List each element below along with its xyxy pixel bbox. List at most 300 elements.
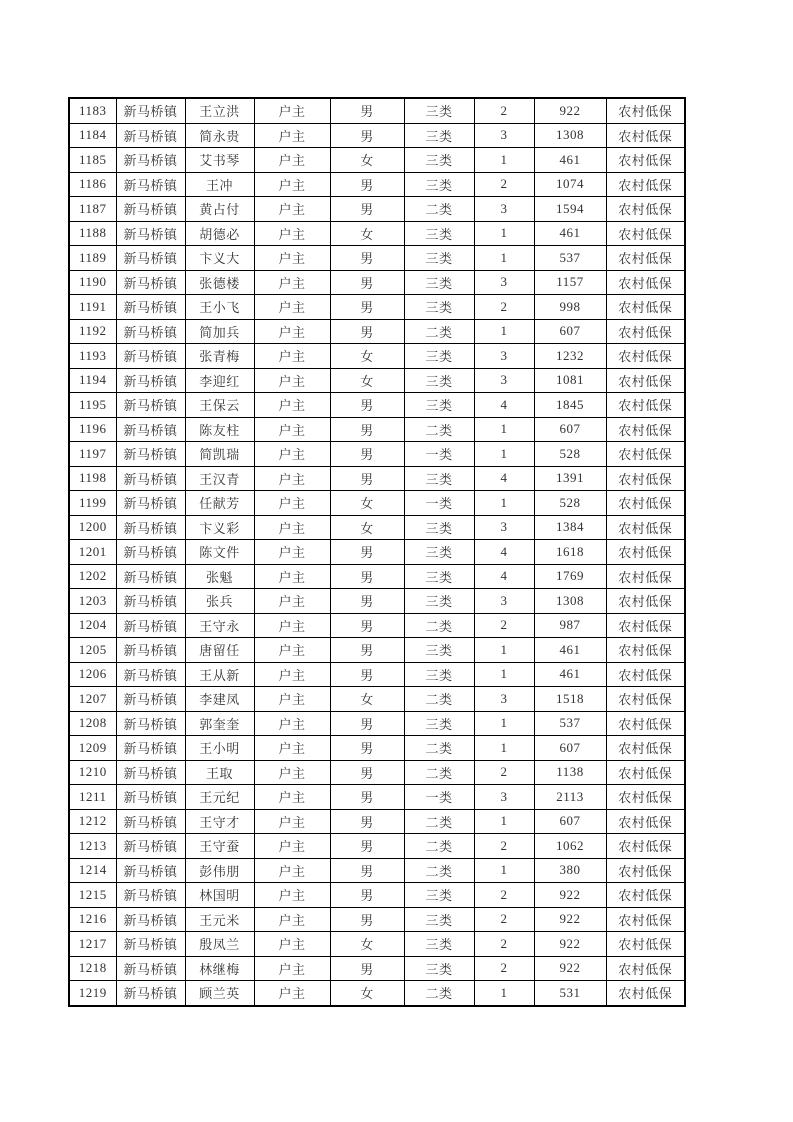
cell-serial-number: 1208 — [69, 711, 116, 736]
cell-person-count: 1 — [474, 858, 534, 883]
cell-serial-number: 1183 — [69, 98, 116, 123]
cell-town: 新马桥镇 — [116, 932, 185, 957]
cell-amount: 1518 — [534, 687, 606, 712]
cell-gender: 男 — [330, 466, 404, 491]
cell-person-count: 2 — [474, 883, 534, 908]
cell-name: 陈友柱 — [185, 417, 254, 442]
cell-name: 张兵 — [185, 589, 254, 614]
cell-person-count: 4 — [474, 540, 534, 565]
table-row — [69, 295, 685, 320]
cell-relation: 户主 — [254, 442, 330, 467]
cell-serial-number: 1194 — [69, 368, 116, 393]
cell-benefit-type: 农村低保 — [606, 368, 685, 393]
cell-town: 新马桥镇 — [116, 956, 185, 981]
cell-category: 三类 — [404, 540, 474, 565]
cell-amount: 922 — [534, 956, 606, 981]
cell-gender: 男 — [330, 540, 404, 565]
cell-category: 三类 — [404, 638, 474, 663]
cell-person-count: 1 — [474, 148, 534, 173]
table-row — [69, 148, 685, 173]
cell-name: 张青梅 — [185, 344, 254, 369]
cell-name: 彭伟朋 — [185, 858, 254, 883]
cell-serial-number: 1211 — [69, 785, 116, 810]
cell-relation: 户主 — [254, 981, 330, 1006]
cell-benefit-type: 农村低保 — [606, 613, 685, 638]
cell-category: 二类 — [404, 417, 474, 442]
table-row — [69, 540, 685, 565]
cell-town: 新马桥镇 — [116, 246, 185, 271]
table-row — [69, 711, 685, 736]
cell-town: 新马桥镇 — [116, 687, 185, 712]
cell-category: 三类 — [404, 98, 474, 123]
cell-gender: 男 — [330, 172, 404, 197]
cell-benefit-type: 农村低保 — [606, 295, 685, 320]
cell-benefit-type: 农村低保 — [606, 711, 685, 736]
cell-category: 二类 — [404, 687, 474, 712]
cell-category: 三类 — [404, 270, 474, 295]
cell-name: 黄占付 — [185, 197, 254, 222]
cell-gender: 女 — [330, 344, 404, 369]
cell-amount: 1308 — [534, 589, 606, 614]
cell-benefit-type: 农村低保 — [606, 564, 685, 589]
cell-person-count: 1 — [474, 491, 534, 516]
cell-category: 三类 — [404, 344, 474, 369]
cell-amount: 1062 — [534, 834, 606, 859]
cell-category: 二类 — [404, 858, 474, 883]
cell-name: 简加兵 — [185, 319, 254, 344]
cell-relation: 户主 — [254, 956, 330, 981]
cell-relation: 户主 — [254, 246, 330, 271]
cell-relation: 户主 — [254, 172, 330, 197]
cell-benefit-type: 农村低保 — [606, 246, 685, 271]
cell-town: 新马桥镇 — [116, 368, 185, 393]
cell-relation: 户主 — [254, 834, 330, 859]
cell-name: 王小飞 — [185, 295, 254, 320]
cell-gender: 女 — [330, 515, 404, 540]
cell-serial-number: 1185 — [69, 148, 116, 173]
cell-relation: 户主 — [254, 270, 330, 295]
cell-gender: 男 — [330, 442, 404, 467]
cell-name: 卞义彩 — [185, 515, 254, 540]
cell-benefit-type: 农村低保 — [606, 785, 685, 810]
table-row — [69, 393, 685, 418]
benefits-roster-table — [68, 97, 686, 1007]
cell-relation: 户主 — [254, 589, 330, 614]
cell-category: 二类 — [404, 760, 474, 785]
cell-person-count: 2 — [474, 907, 534, 932]
cell-relation: 户主 — [254, 883, 330, 908]
cell-name: 林国明 — [185, 883, 254, 908]
cell-category: 二类 — [404, 197, 474, 222]
cell-town: 新马桥镇 — [116, 981, 185, 1006]
cell-category: 二类 — [404, 319, 474, 344]
cell-amount: 1391 — [534, 466, 606, 491]
cell-town: 新马桥镇 — [116, 491, 185, 516]
cell-benefit-type: 农村低保 — [606, 466, 685, 491]
cell-serial-number: 1210 — [69, 760, 116, 785]
cell-relation: 户主 — [254, 564, 330, 589]
table-row — [69, 883, 685, 908]
cell-serial-number: 1184 — [69, 123, 116, 148]
cell-gender: 男 — [330, 711, 404, 736]
cell-name: 王元纪 — [185, 785, 254, 810]
table-row — [69, 515, 685, 540]
cell-gender: 男 — [330, 246, 404, 271]
benefits-roster-table-body — [69, 98, 685, 1006]
cell-gender: 女 — [330, 491, 404, 516]
cell-name: 王立洪 — [185, 98, 254, 123]
cell-benefit-type: 农村低保 — [606, 270, 685, 295]
table-row — [69, 319, 685, 344]
cell-serial-number: 1219 — [69, 981, 116, 1006]
cell-town: 新马桥镇 — [116, 98, 185, 123]
cell-benefit-type: 农村低保 — [606, 197, 685, 222]
cell-amount: 531 — [534, 981, 606, 1006]
cell-gender: 男 — [330, 270, 404, 295]
cell-serial-number: 1206 — [69, 662, 116, 687]
cell-name: 殷凤兰 — [185, 932, 254, 957]
table-row — [69, 344, 685, 369]
cell-relation: 户主 — [254, 344, 330, 369]
cell-benefit-type: 农村低保 — [606, 417, 685, 442]
cell-person-count: 1 — [474, 442, 534, 467]
cell-town: 新马桥镇 — [116, 662, 185, 687]
cell-gender: 男 — [330, 638, 404, 663]
cell-serial-number: 1202 — [69, 564, 116, 589]
cell-relation: 户主 — [254, 295, 330, 320]
cell-name: 陈文件 — [185, 540, 254, 565]
cell-gender: 男 — [330, 736, 404, 761]
cell-person-count: 3 — [474, 123, 534, 148]
cell-category: 二类 — [404, 834, 474, 859]
cell-benefit-type: 农村低保 — [606, 638, 685, 663]
cell-gender: 男 — [330, 883, 404, 908]
cell-gender: 男 — [330, 907, 404, 932]
table-row — [69, 932, 685, 957]
cell-town: 新马桥镇 — [116, 760, 185, 785]
cell-amount: 922 — [534, 932, 606, 957]
cell-benefit-type: 农村低保 — [606, 123, 685, 148]
cell-serial-number: 1205 — [69, 638, 116, 663]
cell-gender: 女 — [330, 148, 404, 173]
cell-category: 三类 — [404, 221, 474, 246]
cell-name: 王守永 — [185, 613, 254, 638]
cell-category: 三类 — [404, 246, 474, 271]
cell-category: 三类 — [404, 368, 474, 393]
cell-person-count: 3 — [474, 785, 534, 810]
cell-name: 简永贵 — [185, 123, 254, 148]
cell-relation: 户主 — [254, 736, 330, 761]
cell-town: 新马桥镇 — [116, 295, 185, 320]
table-row — [69, 858, 685, 883]
cell-relation: 户主 — [254, 711, 330, 736]
cell-relation: 户主 — [254, 662, 330, 687]
cell-amount: 1138 — [534, 760, 606, 785]
cell-name: 郭奎奎 — [185, 711, 254, 736]
cell-person-count: 4 — [474, 466, 534, 491]
cell-person-count: 4 — [474, 393, 534, 418]
cell-relation: 户主 — [254, 123, 330, 148]
cell-category: 三类 — [404, 662, 474, 687]
cell-gender: 男 — [330, 589, 404, 614]
cell-amount: 607 — [534, 319, 606, 344]
table-row — [69, 613, 685, 638]
table-row — [69, 589, 685, 614]
cell-amount: 528 — [534, 442, 606, 467]
cell-relation: 户主 — [254, 932, 330, 957]
cell-serial-number: 1186 — [69, 172, 116, 197]
cell-town: 新马桥镇 — [116, 344, 185, 369]
cell-benefit-type: 农村低保 — [606, 491, 685, 516]
cell-name: 王冲 — [185, 172, 254, 197]
cell-name: 卞义大 — [185, 246, 254, 271]
cell-benefit-type: 农村低保 — [606, 393, 685, 418]
cell-person-count: 2 — [474, 172, 534, 197]
cell-serial-number: 1189 — [69, 246, 116, 271]
cell-serial-number: 1200 — [69, 515, 116, 540]
table-row — [69, 466, 685, 491]
cell-person-count: 1 — [474, 638, 534, 663]
cell-amount: 1232 — [534, 344, 606, 369]
table-row — [69, 246, 685, 271]
cell-gender: 男 — [330, 123, 404, 148]
cell-amount: 1074 — [534, 172, 606, 197]
cell-category: 二类 — [404, 809, 474, 834]
cell-relation: 户主 — [254, 907, 330, 932]
cell-category: 三类 — [404, 466, 474, 491]
table-row — [69, 172, 685, 197]
cell-relation: 户主 — [254, 858, 330, 883]
cell-benefit-type: 农村低保 — [606, 907, 685, 932]
table-row — [69, 197, 685, 222]
cell-name: 胡德必 — [185, 221, 254, 246]
table-row — [69, 834, 685, 859]
cell-town: 新马桥镇 — [116, 809, 185, 834]
cell-person-count: 2 — [474, 98, 534, 123]
cell-benefit-type: 农村低保 — [606, 148, 685, 173]
cell-amount: 461 — [534, 148, 606, 173]
cell-relation: 户主 — [254, 491, 330, 516]
cell-benefit-type: 农村低保 — [606, 760, 685, 785]
cell-serial-number: 1199 — [69, 491, 116, 516]
cell-amount: 537 — [534, 246, 606, 271]
cell-amount: 607 — [534, 809, 606, 834]
cell-serial-number: 1187 — [69, 197, 116, 222]
cell-relation: 户主 — [254, 148, 330, 173]
cell-name: 唐留任 — [185, 638, 254, 663]
cell-benefit-type: 农村低保 — [606, 883, 685, 908]
table-row — [69, 98, 685, 123]
cell-amount: 607 — [534, 736, 606, 761]
cell-benefit-type: 农村低保 — [606, 687, 685, 712]
cell-amount: 1594 — [534, 197, 606, 222]
cell-amount: 1618 — [534, 540, 606, 565]
cell-amount: 922 — [534, 98, 606, 123]
table-row — [69, 368, 685, 393]
cell-name: 简凯瑞 — [185, 442, 254, 467]
cell-gender: 男 — [330, 417, 404, 442]
cell-person-count: 1 — [474, 711, 534, 736]
cell-town: 新马桥镇 — [116, 393, 185, 418]
cell-serial-number: 1218 — [69, 956, 116, 981]
cell-person-count: 2 — [474, 932, 534, 957]
cell-gender: 女 — [330, 932, 404, 957]
cell-person-count: 3 — [474, 197, 534, 222]
cell-category: 三类 — [404, 956, 474, 981]
cell-person-count: 1 — [474, 221, 534, 246]
cell-category: 三类 — [404, 564, 474, 589]
cell-serial-number: 1217 — [69, 932, 116, 957]
cell-serial-number: 1198 — [69, 466, 116, 491]
cell-relation: 户主 — [254, 197, 330, 222]
cell-name: 张魁 — [185, 564, 254, 589]
cell-gender: 男 — [330, 295, 404, 320]
cell-town: 新马桥镇 — [116, 123, 185, 148]
cell-category: 一类 — [404, 442, 474, 467]
cell-serial-number: 1195 — [69, 393, 116, 418]
cell-relation: 户主 — [254, 221, 330, 246]
cell-serial-number: 1197 — [69, 442, 116, 467]
cell-gender: 男 — [330, 760, 404, 785]
table-row — [69, 907, 685, 932]
table-row — [69, 491, 685, 516]
cell-gender: 男 — [330, 834, 404, 859]
cell-person-count: 2 — [474, 834, 534, 859]
cell-gender: 男 — [330, 319, 404, 344]
table-row — [69, 760, 685, 785]
cell-person-count: 2 — [474, 956, 534, 981]
cell-town: 新马桥镇 — [116, 466, 185, 491]
cell-name: 李迎红 — [185, 368, 254, 393]
cell-amount: 380 — [534, 858, 606, 883]
cell-serial-number: 1216 — [69, 907, 116, 932]
cell-amount: 1308 — [534, 123, 606, 148]
cell-amount: 461 — [534, 221, 606, 246]
cell-serial-number: 1203 — [69, 589, 116, 614]
cell-gender: 男 — [330, 197, 404, 222]
cell-name: 王小明 — [185, 736, 254, 761]
cell-gender: 男 — [330, 956, 404, 981]
cell-town: 新马桥镇 — [116, 319, 185, 344]
table-row — [69, 981, 685, 1006]
cell-benefit-type: 农村低保 — [606, 221, 685, 246]
table-row — [69, 687, 685, 712]
cell-benefit-type: 农村低保 — [606, 956, 685, 981]
cell-serial-number: 1213 — [69, 834, 116, 859]
cell-category: 三类 — [404, 932, 474, 957]
cell-gender: 女 — [330, 981, 404, 1006]
cell-town: 新马桥镇 — [116, 221, 185, 246]
cell-name: 王保云 — [185, 393, 254, 418]
cell-amount: 1845 — [534, 393, 606, 418]
table-row — [69, 662, 685, 687]
table-row — [69, 417, 685, 442]
cell-benefit-type: 农村低保 — [606, 736, 685, 761]
cell-serial-number: 1204 — [69, 613, 116, 638]
cell-person-count: 1 — [474, 246, 534, 271]
cell-benefit-type: 农村低保 — [606, 442, 685, 467]
table-row — [69, 809, 685, 834]
cell-relation: 户主 — [254, 687, 330, 712]
cell-serial-number: 1207 — [69, 687, 116, 712]
cell-category: 三类 — [404, 883, 474, 908]
cell-town: 新马桥镇 — [116, 417, 185, 442]
cell-benefit-type: 农村低保 — [606, 172, 685, 197]
cell-person-count: 3 — [474, 270, 534, 295]
cell-person-count: 1 — [474, 319, 534, 344]
cell-relation: 户主 — [254, 466, 330, 491]
cell-amount: 2113 — [534, 785, 606, 810]
cell-relation: 户主 — [254, 368, 330, 393]
cell-gender: 男 — [330, 564, 404, 589]
cell-town: 新马桥镇 — [116, 785, 185, 810]
cell-amount: 1157 — [534, 270, 606, 295]
cell-category: 三类 — [404, 589, 474, 614]
cell-serial-number: 1191 — [69, 295, 116, 320]
cell-town: 新马桥镇 — [116, 148, 185, 173]
cell-category: 二类 — [404, 613, 474, 638]
cell-amount: 528 — [534, 491, 606, 516]
cell-town: 新马桥镇 — [116, 515, 185, 540]
cell-benefit-type: 农村低保 — [606, 589, 685, 614]
cell-amount: 537 — [534, 711, 606, 736]
table-row — [69, 270, 685, 295]
cell-name: 顾兰英 — [185, 981, 254, 1006]
cell-amount: 461 — [534, 662, 606, 687]
cell-name: 林继梅 — [185, 956, 254, 981]
cell-relation: 户主 — [254, 638, 330, 663]
cell-category: 三类 — [404, 711, 474, 736]
cell-person-count: 3 — [474, 687, 534, 712]
cell-benefit-type: 农村低保 — [606, 344, 685, 369]
table-row — [69, 221, 685, 246]
cell-person-count: 3 — [474, 368, 534, 393]
cell-name: 任献芳 — [185, 491, 254, 516]
cell-category: 三类 — [404, 123, 474, 148]
cell-category: 二类 — [404, 981, 474, 1006]
cell-amount: 1081 — [534, 368, 606, 393]
cell-relation: 户主 — [254, 417, 330, 442]
cell-serial-number: 1214 — [69, 858, 116, 883]
cell-amount: 922 — [534, 883, 606, 908]
cell-town: 新马桥镇 — [116, 613, 185, 638]
cell-gender: 女 — [330, 687, 404, 712]
cell-serial-number: 1190 — [69, 270, 116, 295]
cell-town: 新马桥镇 — [116, 172, 185, 197]
cell-serial-number: 1201 — [69, 540, 116, 565]
cell-town: 新马桥镇 — [116, 564, 185, 589]
cell-person-count: 2 — [474, 760, 534, 785]
cell-amount: 1769 — [534, 564, 606, 589]
cell-name: 王元米 — [185, 907, 254, 932]
cell-category: 一类 — [404, 785, 474, 810]
cell-gender: 男 — [330, 662, 404, 687]
cell-benefit-type: 农村低保 — [606, 662, 685, 687]
cell-town: 新马桥镇 — [116, 736, 185, 761]
cell-category: 三类 — [404, 515, 474, 540]
cell-name: 王取 — [185, 760, 254, 785]
cell-person-count: 3 — [474, 344, 534, 369]
cell-name: 艾书琴 — [185, 148, 254, 173]
cell-person-count: 1 — [474, 809, 534, 834]
cell-gender: 女 — [330, 221, 404, 246]
table-row — [69, 442, 685, 467]
cell-amount: 922 — [534, 907, 606, 932]
cell-relation: 户主 — [254, 613, 330, 638]
cell-benefit-type: 农村低保 — [606, 981, 685, 1006]
cell-gender: 男 — [330, 809, 404, 834]
cell-person-count: 1 — [474, 736, 534, 761]
